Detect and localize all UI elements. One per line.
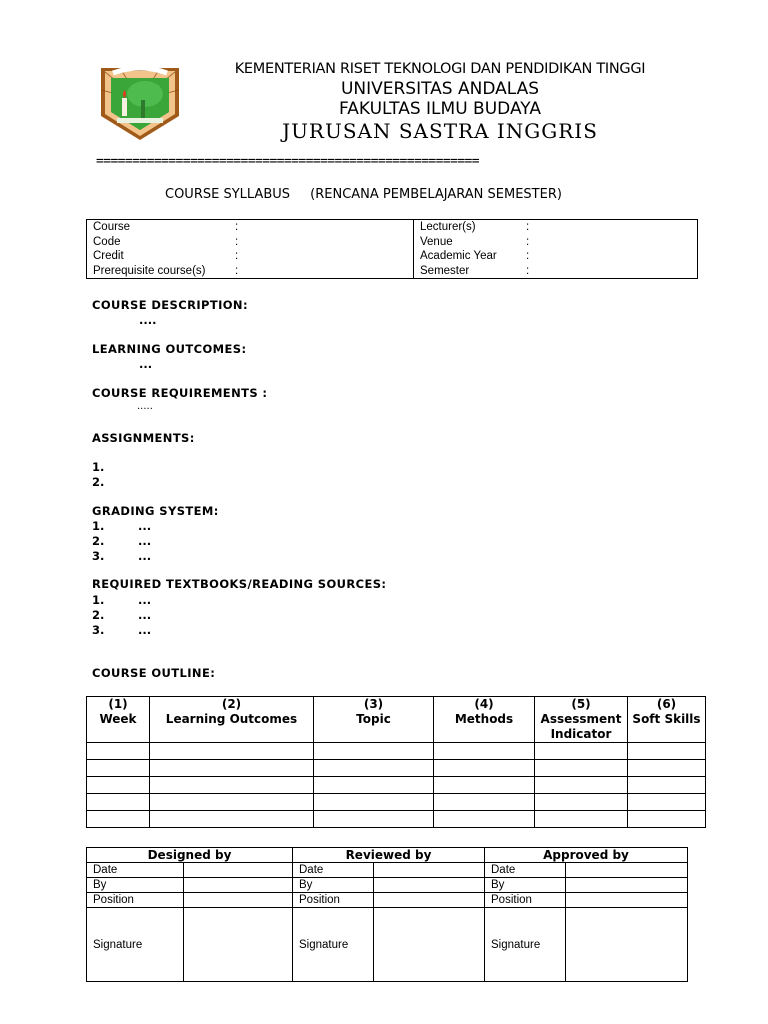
table-row <box>87 893 688 908</box>
table-cell[interactable] <box>535 743 628 760</box>
learning-outcomes-content: ... <box>139 357 153 371</box>
list-item <box>92 549 151 563</box>
item-text: ... <box>138 623 152 637</box>
row-label: Signature <box>293 908 374 982</box>
reviewed-by-header: Reviewed by <box>293 848 485 863</box>
university-logo <box>95 60 185 144</box>
table-cell[interactable] <box>314 743 434 760</box>
course-requirements-content: ..... <box>137 401 153 412</box>
item-text: ... <box>138 534 152 548</box>
list-item <box>92 519 151 533</box>
document-title-main: COURSE SYLLABUS <box>165 187 291 202</box>
table-cell[interactable] <box>628 760 706 777</box>
course-requirements-heading: COURSE REQUIREMENTS : <box>92 386 268 400</box>
date-field[interactable] <box>374 863 485 878</box>
list-item: 1. <box>92 460 105 474</box>
position-field[interactable] <box>566 893 688 908</box>
item-number: 2. <box>92 608 105 622</box>
course-outline-table <box>86 696 706 828</box>
row-label: Position <box>87 893 184 908</box>
field-separator: : <box>526 221 530 234</box>
lecturer-field[interactable] <box>414 220 698 235</box>
table-cell[interactable] <box>87 743 150 760</box>
document-title <box>165 187 562 202</box>
column-header-learning-outcomes <box>150 697 314 743</box>
row-label: By <box>293 878 374 893</box>
table-cell[interactable] <box>535 760 628 777</box>
table-cell[interactable] <box>150 811 314 828</box>
table-cell[interactable] <box>434 760 535 777</box>
field-label: Semester <box>420 264 470 277</box>
textbooks-heading: REQUIRED TEXTBOOKS/READING SOURCES: <box>92 577 387 591</box>
table-cell[interactable] <box>628 811 706 828</box>
list-item: 2. <box>92 475 105 489</box>
table-cell[interactable] <box>150 743 314 760</box>
field-separator: : <box>235 264 239 277</box>
column-label: Assessment Indicator <box>540 712 622 741</box>
table-row <box>87 777 706 794</box>
column-label: Topic <box>356 712 391 726</box>
table-cell[interactable] <box>150 794 314 811</box>
table-row <box>87 220 698 235</box>
table-cell[interactable] <box>87 811 150 828</box>
column-number: (3) <box>363 697 384 711</box>
column-number: (6) <box>656 697 677 711</box>
row-label: By <box>87 878 184 893</box>
table-cell[interactable] <box>628 743 706 760</box>
field-label: Credit <box>93 250 124 263</box>
academic-year-field[interactable] <box>414 249 698 264</box>
course-description-heading: COURSE DESCRIPTION: <box>92 298 248 312</box>
by-field[interactable] <box>566 878 688 893</box>
table-cell[interactable] <box>314 777 434 794</box>
column-number: (5) <box>571 697 591 711</box>
column-label: Soft Skills <box>632 712 701 726</box>
table-row <box>87 878 688 893</box>
item-number: 1. <box>92 593 105 607</box>
table-cell[interactable] <box>628 794 706 811</box>
table-cell[interactable] <box>535 811 628 828</box>
field-label: Academic Year <box>420 250 497 263</box>
table-cell[interactable] <box>314 794 434 811</box>
table-cell[interactable] <box>150 777 314 794</box>
field-separator: : <box>526 235 530 248</box>
venue-field[interactable] <box>414 235 698 250</box>
row-label: Date <box>293 863 374 878</box>
field-separator: : <box>235 250 239 263</box>
column-number: (1) <box>108 697 128 711</box>
field-label: Lecturer(s) <box>420 221 476 234</box>
table-cell[interactable] <box>535 777 628 794</box>
row-label: Position <box>485 893 566 908</box>
column-header-assessment-indicator <box>535 697 628 743</box>
field-separator: : <box>235 221 239 234</box>
table-cell[interactable] <box>434 811 535 828</box>
column-header-methods <box>434 697 535 743</box>
column-header-soft-skills <box>628 697 706 743</box>
field-label: Code <box>93 235 121 248</box>
table-cell[interactable] <box>628 777 706 794</box>
document-title-sub: (RENCANA PEMBELAJARAN SEMESTER) <box>310 187 562 202</box>
table-row <box>87 235 698 250</box>
table-cell[interactable] <box>314 811 434 828</box>
column-label: Learning Outcomes <box>165 712 298 726</box>
header-divider: ===================================================== <box>96 154 480 169</box>
table-row <box>87 811 706 828</box>
list-item <box>92 593 151 607</box>
field-label: Prerequisite course(s) <box>93 264 206 277</box>
position-field[interactable] <box>184 893 293 908</box>
item-text: ... <box>138 593 152 607</box>
row-label: Date <box>485 863 566 878</box>
table-cell[interactable] <box>434 794 535 811</box>
position-field[interactable] <box>374 893 485 908</box>
code-field[interactable] <box>87 235 414 250</box>
table-cell[interactable] <box>535 794 628 811</box>
course-outline-heading: COURSE OUTLINE: <box>92 666 216 680</box>
date-field[interactable] <box>566 863 688 878</box>
signature-field[interactable] <box>184 908 293 982</box>
table-row <box>87 249 698 264</box>
table-row <box>87 760 706 777</box>
table-header-row <box>87 697 706 743</box>
item-text: ... <box>138 608 152 622</box>
item-text: ... <box>138 549 152 563</box>
prerequisite-field[interactable] <box>87 264 414 279</box>
row-label: By <box>485 878 566 893</box>
approval-table <box>86 847 688 982</box>
learning-outcomes-heading: LEARNING OUTCOMES: <box>92 342 247 356</box>
course-field[interactable] <box>87 220 414 235</box>
column-header-week <box>87 697 150 743</box>
item-number: 1. <box>92 519 105 533</box>
field-separator: : <box>526 250 530 263</box>
designed-by-header: Designed by <box>87 848 293 863</box>
table-cell[interactable] <box>434 777 535 794</box>
list-item <box>92 534 151 548</box>
ministry-name: KEMENTERIAN RISET TEKNOLOGI DAN PENDIDIKAN TINGGI <box>234 61 646 77</box>
item-text: ... <box>138 519 152 533</box>
by-field[interactable] <box>374 878 485 893</box>
by-field[interactable] <box>184 878 293 893</box>
table-cell[interactable] <box>87 760 150 777</box>
table-cell[interactable] <box>314 760 434 777</box>
department-name: JURUSAN SASTRA INGGRIS <box>282 119 598 143</box>
table-header-row <box>87 848 688 863</box>
list-item <box>92 623 151 637</box>
field-separator: : <box>526 264 530 277</box>
table-row <box>87 743 706 760</box>
assignments-heading: ASSIGNMENTS: <box>92 431 195 445</box>
course-description-content: .... <box>139 313 157 327</box>
table-cell[interactable] <box>87 777 150 794</box>
column-number: (4) <box>474 697 494 711</box>
column-label: Methods <box>454 712 514 726</box>
item-number: 2. <box>92 534 105 548</box>
credit-field[interactable] <box>87 249 414 264</box>
table-row <box>87 908 688 982</box>
university-name: UNIVERSITAS ANDALAS <box>340 79 540 99</box>
column-number: (2) <box>221 697 242 711</box>
item-number: 3. <box>92 549 105 563</box>
field-separator: : <box>235 235 239 248</box>
field-label: Course <box>93 221 131 234</box>
table-row <box>87 794 706 811</box>
date-field[interactable] <box>184 863 293 878</box>
course-info-table <box>86 219 698 279</box>
row-label: Signature <box>485 908 566 982</box>
signature-field[interactable] <box>566 908 688 982</box>
table-cell[interactable] <box>150 760 314 777</box>
column-header-topic <box>314 697 434 743</box>
table-cell[interactable] <box>434 743 535 760</box>
semester-field[interactable] <box>414 264 698 279</box>
row-label: Date <box>87 863 184 878</box>
faculty-name: FAKULTAS ILMU BUDAYA <box>339 99 541 119</box>
list-item <box>92 608 151 622</box>
row-label: Signature <box>87 908 184 982</box>
field-label: Venue <box>420 235 453 248</box>
table-row <box>87 264 698 279</box>
table-row <box>87 863 688 878</box>
row-label: Position <box>293 893 374 908</box>
grading-system-heading: GRADING SYSTEM: <box>92 504 219 518</box>
column-label: Week <box>99 712 137 726</box>
table-cell[interactable] <box>87 794 150 811</box>
item-number: 3. <box>92 623 105 637</box>
approved-by-header: Approved by <box>485 848 688 863</box>
signature-field[interactable] <box>374 908 485 982</box>
